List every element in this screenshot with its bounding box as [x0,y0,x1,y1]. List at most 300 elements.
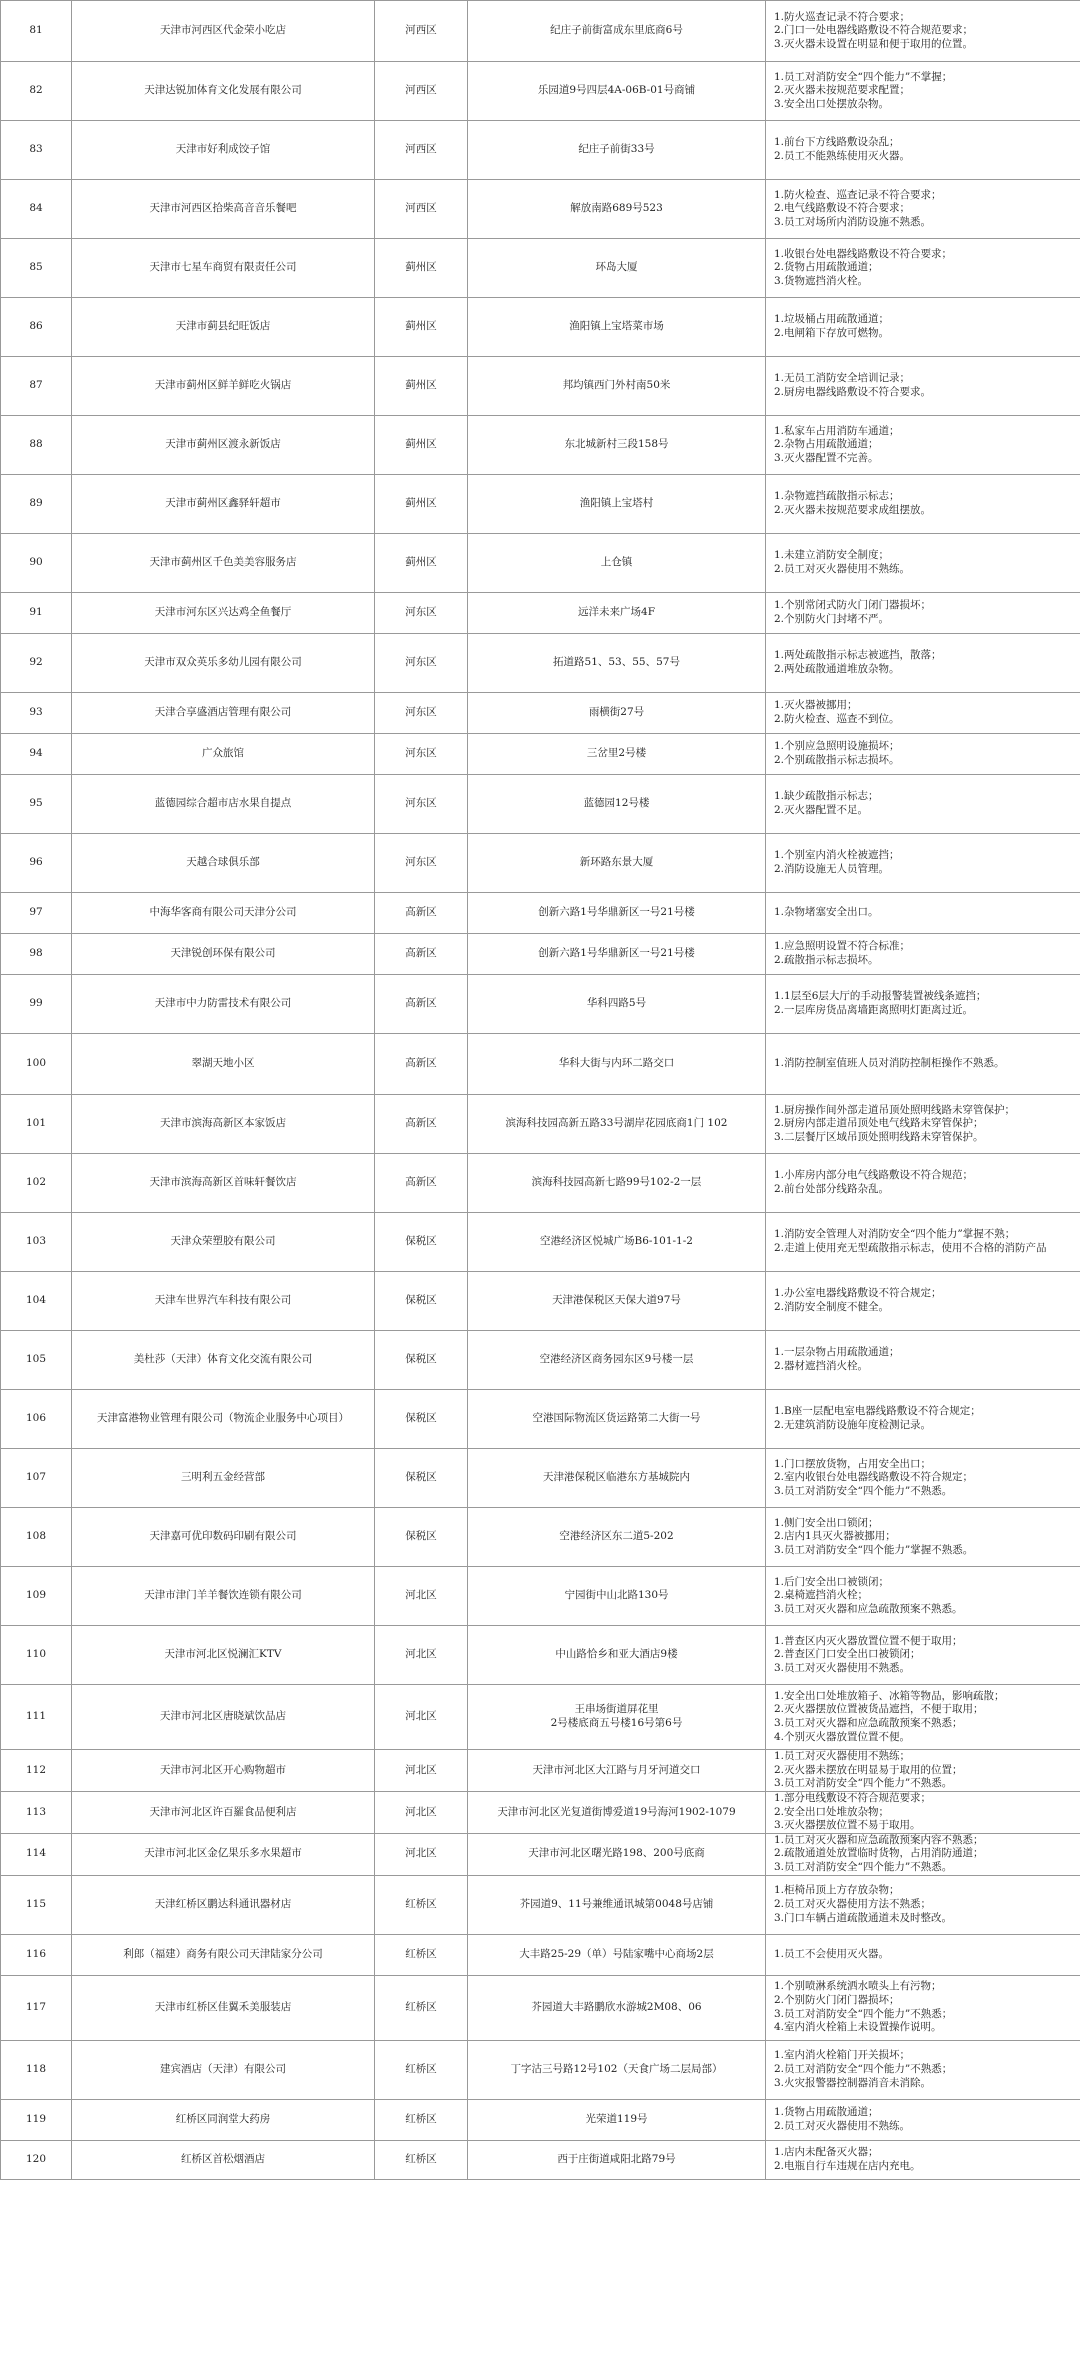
unit-name-cell: 天津众荣塑胶有限公司 [72,1213,375,1272]
address-line: 王串场街道屏花里 [574,1703,659,1716]
problem-item: 3.员工对灭火器和应急疏散预案不熟悉。 [774,1602,963,1615]
problems-cell [766,239,1080,298]
district-cell: 保税区 [375,1508,468,1567]
unit-name-cell: 天津市红桥区佳翼禾美服装店 [72,1975,375,2040]
table-row [1,121,1080,180]
address-cell: 新环路东景大厦 [468,834,766,893]
district-cell: 河北区 [375,1567,468,1626]
problem-item: 3.门口车辆占道疏散通道未及时整改。 [774,1911,953,1924]
table-row [1,1034,1080,1095]
problem-item: 2.消防安全制度不健全。 [774,1301,890,1313]
problems-cell [766,893,1080,934]
table-row [1,357,1080,416]
row-number-cell: 111 [1,1685,72,1750]
problem-item: 3.员工对灭火器和应急疏散预案不熟悉； [774,1717,963,1729]
district-cell: 蓟州区 [375,534,468,593]
table-row [1,1567,1080,1626]
problem-item: 1.收银台处电器线路敷设不符合要求； [774,247,953,260]
address-cell: 西于庄街道咸阳北路79号 [468,2140,766,2179]
problem-item: 2.员工对灭火器使用方法不熟悉； [774,1897,932,1910]
district-cell: 河东区 [375,734,468,775]
row-number-cell: 108 [1,1508,72,1567]
district-cell: 红桥区 [375,2140,468,2179]
table-row [1,634,1080,693]
row-number-cell: 115 [1,1875,72,1934]
problem-item: 3.员工对消防安全“四个能力”掌握不熟悉。 [774,1543,974,1556]
problems-cell [766,1626,1080,1685]
district-cell: 保税区 [375,1331,468,1390]
problems-cell [766,62,1080,121]
problems-cell [766,357,1080,416]
unit-name-cell: 天津市河北区金亿果乐多水果超市 [72,1833,375,1875]
problem-item: 2.店内1具灭火器被挪用； [774,1530,896,1543]
district-cell: 保税区 [375,1390,468,1449]
problems-cell [766,1034,1080,1095]
table-row [1,975,1080,1034]
problem-item: 2.杂物占用疏散通道； [774,438,879,451]
unit-name-cell: 天津市河北区许百羅食品便利店 [72,1791,375,1833]
address-cell: 大丰路25-29（单）号陆家嘴中心商场2层 [468,1934,766,1975]
unit-name-cell: 利郎（福建）商务有限公司天津陆家分公司 [72,1934,375,1975]
problems-cell [766,634,1080,693]
address-cell: 空港经济区东二道5-202 [468,1508,766,1567]
problem-item: 1.门口摆放货物，占用安全出口； [774,1457,932,1470]
problem-item: 2.普查区门口安全出口被锁闭； [774,1648,921,1661]
problem-item: 2.电闸箱下存放可燃物。 [774,327,890,339]
unit-name-cell: 天津市蓟州区渡永新饭店 [72,416,375,475]
unit-name-cell: 广众旅馆 [72,734,375,775]
row-number-cell: 103 [1,1213,72,1272]
unit-name-cell: 天津市中力防雷技术有限公司 [72,975,375,1034]
problems-cell [766,1685,1080,1750]
district-cell: 红桥区 [375,2099,468,2140]
unit-name-cell: 蓝德园综合超市店水果自提点 [72,775,375,834]
district-cell: 保税区 [375,1449,468,1508]
unit-name-cell: 天津市蓟州区鲜羊鲜吃火锅店 [72,357,375,416]
address-cell: 三岔里2号楼 [468,734,766,775]
table-row [1,1750,1080,1792]
unit-name-cell: 红桥区同润堂大药房 [72,2099,375,2140]
table-row [1,775,1080,834]
district-cell: 河东区 [375,693,468,734]
row-number-cell: 109 [1,1567,72,1626]
district-cell: 河北区 [375,1791,468,1833]
problem-item: 1.个别室内消火栓被遮挡； [774,849,900,862]
address-cell: 空港经济区悦城广场B6-101-1-2 [468,1213,766,1272]
unit-name-cell: 天津市蓟州区千色美美容服务店 [72,534,375,593]
district-cell: 高新区 [375,975,468,1034]
table-row [1,1213,1080,1272]
row-number-cell: 83 [1,121,72,180]
row-number-cell: 106 [1,1390,72,1449]
address-cell: 纪庄子前街33号 [468,121,766,180]
problem-item: 1.室内消火栓箱门开关损坏； [774,2049,911,2062]
problem-item: 1.垃圾桶占用疏散通道； [774,313,890,326]
problem-item: 1.未建立消防安全制度； [774,549,890,562]
problems-cell [766,975,1080,1034]
district-cell: 河东区 [375,775,468,834]
district-cell: 河西区 [375,121,468,180]
address-cell: 雨横街27号 [468,693,766,734]
row-number-cell: 104 [1,1272,72,1331]
table-row [1,893,1080,934]
district-cell: 河西区 [375,1,468,62]
row-number-cell: 91 [1,593,72,634]
unit-name-cell: 天津市滨海高新区本家饭店 [72,1095,375,1154]
address-cell: 上仓镇 [468,534,766,593]
unit-name-cell: 天津锐创环保有限公司 [72,934,375,975]
problem-item: 2.个别疏散指示标志损坏。 [774,754,900,766]
unit-name-cell: 天津市河北区唐晓斌饮品店 [72,1685,375,1750]
problem-item: 2.疏散通道处放置临时货物，占用消防通道； [774,1847,984,1860]
unit-name-cell: 中海华客商有限公司天津分公司 [72,893,375,934]
table-row [1,534,1080,593]
table-row [1,1095,1080,1154]
problem-item: 3.员工对消防安全“四个能力”不熟悉； [774,2007,953,2020]
problem-item: 1.员工不会使用灭火器。 [774,1947,890,1960]
row-number-cell: 118 [1,2040,72,2099]
problem-item: 3.员工对场所内消防设施不熟悉。 [774,215,932,228]
unit-name-cell: 天津市七星车商贸有限责任公司 [72,239,375,298]
unit-name-cell: 翠湖天地小区 [72,1034,375,1095]
problem-item: 2.走道上使用充无型疏散指示标志，使用不合格的消防产品 [774,1242,1047,1254]
table-row [1,239,1080,298]
table-row [1,2099,1080,2140]
problem-item: 1.两处疏散指示标志被遮挡，散落； [774,649,942,662]
problem-item: 2.防火检查、巡查不到位。 [774,713,900,725]
problem-item: 1.前台下方线路敷设杂乱； [774,136,900,149]
problem-item: 3.员工对灭火器使用不熟悉。 [774,1661,911,1674]
problems-cell [766,1833,1080,1875]
problem-item: 2.灭火器未摆放在明显易于取用的位置； [774,1763,963,1776]
unit-name-cell: 天津市好利成饺子馆 [72,121,375,180]
address-cell: 天津港保税区临港东方基城院内 [468,1449,766,1508]
district-cell: 蓟州区 [375,416,468,475]
problems-cell [766,734,1080,775]
district-cell: 保税区 [375,1213,468,1272]
row-number-cell: 92 [1,634,72,693]
address-cell [468,1685,766,1750]
problems-cell [766,1934,1080,1975]
table-row [1,1975,1080,2040]
address-cell: 天津市河北区曙光路198、200号底商 [468,1833,766,1875]
problem-item: 1.柜椅吊顶上方存放杂物； [774,1884,900,1897]
address-cell: 光荣道119号 [468,2099,766,2140]
problems-cell [766,475,1080,534]
table-row [1,1508,1080,1567]
address-cell: 宁园街中山北路130号 [468,1567,766,1626]
table-row [1,1272,1080,1331]
row-number-cell: 93 [1,693,72,734]
table-row [1,1331,1080,1390]
problems-cell [766,693,1080,734]
table-row [1,693,1080,734]
address-cell: 东北城新村三段158号 [468,416,766,475]
row-number-cell: 112 [1,1750,72,1792]
problems-cell [766,2140,1080,2179]
unit-name-cell: 天越合球俱乐部 [72,834,375,893]
problem-item: 3.员工对消防安全“四个能力”不熟悉。 [774,1861,953,1874]
problem-item: 3.安全出口处摆放杂物。 [774,97,890,110]
district-cell: 红桥区 [375,2040,468,2099]
problem-item: 1.员工对灭火器和应急疏散预案内容不熟悉； [774,1833,984,1846]
row-number-cell: 113 [1,1791,72,1833]
problem-item: 2.前台处部分线路杂乱。 [774,1183,890,1195]
row-number-cell: 98 [1,934,72,975]
problems-cell [766,1154,1080,1213]
district-cell: 高新区 [375,893,468,934]
unit-name-cell: 天津达锐加体育文化发展有限公司 [72,62,375,121]
problem-item: 3.员工对消防安全“四个能力”不熟悉。 [774,1777,953,1790]
table-row [1,593,1080,634]
problem-item: 1.侧门安全出口锁闭； [774,1516,879,1529]
problem-item: 3.灭火器未设置在明显和便于取用的位置。 [774,37,974,50]
problem-item: 3.货物遮挡消火栓。 [774,274,869,287]
address-cell: 滨海科技园高新七路99号102-2一层 [468,1154,766,1213]
table-row [1,1791,1080,1833]
problem-item: 2.桌椅遮挡消火栓； [774,1589,869,1602]
table-row [1,2140,1080,2179]
district-cell: 河北区 [375,1626,468,1685]
problems-cell [766,775,1080,834]
unit-name-cell: 天津市双众英乐多幼儿园有限公司 [72,634,375,693]
row-number-cell: 94 [1,734,72,775]
row-number-cell: 99 [1,975,72,1034]
problem-item: 3.二层餐厅区域吊顶处照明线路未穿管保护。 [774,1130,984,1143]
row-number-cell: 110 [1,1626,72,1685]
problem-item: 3.灭火器配置不完善。 [774,451,879,464]
address-cell: 创新六路1号华鼎新区一号21号楼 [468,934,766,975]
problems-cell [766,1095,1080,1154]
row-number-cell: 102 [1,1154,72,1213]
table-row [1,416,1080,475]
problems-cell [766,834,1080,893]
problems-cell [766,1875,1080,1934]
address-cell: 芥园道9、11号兼维通讯城第0048号店铺 [468,1875,766,1934]
address-cell: 天津港保税区天保大道97号 [468,1272,766,1331]
address-line: 2号楼底商五号楼16号第6号 [550,1717,683,1729]
problem-item: 2.个别防火门封堵不严。 [774,613,890,625]
address-cell: 天津市河北区大江路与月牙河道交口 [468,1750,766,1792]
problems-cell [766,1390,1080,1449]
problem-item: 2.灭火器未按规范要求配置； [774,84,911,97]
table-row [1,2040,1080,2099]
problem-item: 1.B座一层配电室电器线路敷设不符合规定； [774,1405,981,1418]
table-body [1,1,1080,2180]
row-number-cell: 82 [1,62,72,121]
problems-cell [766,416,1080,475]
problems-cell [766,1508,1080,1567]
problem-item: 2.安全出口处堆放杂物； [774,1805,890,1818]
table-row [1,1,1080,62]
problem-item: 1.部分电线敷设不符合规范要求； [774,1791,932,1804]
problems-cell [766,1791,1080,1833]
address-cell: 创新六路1号华鼎新区一号21号楼 [468,893,766,934]
problem-item: 3.火灾报警器控制器消音未消除。 [774,2076,932,2089]
row-number-cell: 87 [1,357,72,416]
table-row [1,834,1080,893]
problem-item: 1.杂物遮挡疏散指示标志； [774,490,900,503]
row-number-cell: 100 [1,1034,72,1095]
address-cell: 中山路恰乡和亚大酒店9楼 [468,1626,766,1685]
district-cell: 河东区 [375,634,468,693]
row-number-cell: 97 [1,893,72,934]
district-cell: 蓟州区 [375,357,468,416]
table-row [1,1449,1080,1508]
table-row [1,1875,1080,1934]
table-row [1,1390,1080,1449]
problem-item: 2.消防设施无人员管理。 [774,863,890,875]
unit-name-cell: 天津嘉可优印数码印刷有限公司 [72,1508,375,1567]
unit-name-cell: 天津红桥区鹏达科通讯器材店 [72,1875,375,1934]
row-number-cell: 84 [1,180,72,239]
address-cell: 乐园道9号四层4A-06B-01号商铺 [468,62,766,121]
problems-cell [766,534,1080,593]
problem-item: 2.一层库房货品离墙距离照明灯距离过近。 [774,1004,974,1016]
unit-name-cell: 三明利五金经营部 [72,1449,375,1508]
row-number-cell: 86 [1,298,72,357]
problem-item: 1.无员工消防安全培训记录； [774,372,911,385]
address-cell: 华科四路5号 [468,975,766,1034]
address-cell: 邦均镇西门外村南50米 [468,357,766,416]
district-cell: 河东区 [375,593,468,634]
problem-item: 2.无建筑消防设施年度检测记录。 [774,1419,932,1431]
address-cell: 滨海科技园高新五路33号湖岸花园底商1门 102 [468,1095,766,1154]
unit-name-cell: 天津市津门羊羊餐饮连锁有限公司 [72,1567,375,1626]
problem-item: 1.防火检查、巡查记录不符合要求； [774,188,942,201]
problem-item: 1.应急照明设置不符合标准； [774,940,911,953]
problem-item: 1.员工对消防安全“四个能力”不掌握； [774,70,953,83]
problem-item: 3.员工对消防安全“四个能力”不熟悉。 [774,1484,953,1497]
district-cell: 蓟州区 [375,239,468,298]
problem-item: 2.员工对灭火器使用不熟练。 [774,2119,911,2132]
unit-name-cell: 天津市河东区兴达鸡全鱼餐厅 [72,593,375,634]
problem-item: 2.电气线路敷设不符合要求； [774,202,911,215]
district-cell: 河西区 [375,180,468,239]
unit-name-cell: 天津市河西区代金荣小吃店 [72,1,375,62]
row-number-cell: 89 [1,475,72,534]
row-number-cell: 88 [1,416,72,475]
problems-cell [766,298,1080,357]
problem-item: 2.员工不能熟练使用灭火器。 [774,150,911,162]
problem-item: 1.消防控制室值班人员对消防控制柜操作不熟悉。 [774,1057,1005,1070]
problem-item: 2.灭火器配置不足。 [774,804,869,816]
address-cell: 渔阳镇上宝塔菜市场 [468,298,766,357]
address-cell: 蓝德园12号楼 [468,775,766,834]
table-row [1,934,1080,975]
table-row [1,1685,1080,1750]
district-cell: 红桥区 [375,1934,468,1975]
unit-name-cell: 天津合享盛酒店管理有限公司 [72,693,375,734]
problem-item: 1.员工对灭火器使用不熟练； [774,1750,911,1762]
address-cell: 拓道路51、53、55、57号 [468,634,766,693]
district-cell: 红桥区 [375,1875,468,1934]
problem-item: 1.缺少疏散指示标志； [774,790,879,803]
problems-cell [766,593,1080,634]
problem-item: 1.防火巡查记录不符合要求； [774,10,911,23]
unit-name-cell: 天津市蓟州区鑫驿轩超市 [72,475,375,534]
problems-cell [766,1750,1080,1792]
problem-item: 2.灭火器摆放位置被货品遮挡，不便于取用； [774,1703,984,1716]
problems-cell [766,2040,1080,2099]
problem-item: 4.室内消火栓箱上未设置操作说明。 [774,2021,942,2034]
problems-cell [766,121,1080,180]
problem-item: 1.个别应急照明设施损坏； [774,740,900,753]
row-number-cell: 105 [1,1331,72,1390]
address-cell: 解放南路689号523 [468,180,766,239]
district-cell: 蓟州区 [375,298,468,357]
table-row [1,1934,1080,1975]
problem-item: 2.灭火器未按规范要求成组摆放。 [774,504,932,516]
unit-name-cell: 天津市河北区开心购物超市 [72,1750,375,1792]
address-cell: 芥园道大丰路鹏欣水游城2M08、06 [468,1975,766,2040]
row-number-cell: 116 [1,1934,72,1975]
address-cell: 远洋未来广场4F [468,593,766,634]
problem-item: 1.灭火器被挪用； [774,699,858,712]
problem-item: 1.后门安全出口被锁闭； [774,1575,890,1588]
row-number-cell: 95 [1,775,72,834]
table-row [1,180,1080,239]
problems-cell [766,1,1080,62]
row-number-cell: 114 [1,1833,72,1875]
problems-cell [766,2099,1080,2140]
problems-cell [766,1272,1080,1331]
row-number-cell: 90 [1,534,72,593]
unit-name-cell: 建宾酒店（天津）有限公司 [72,2040,375,2099]
unit-name-cell: 红桥区首松烟酒店 [72,2140,375,2179]
address-cell: 空港经济区商务园东区9号楼一层 [468,1331,766,1390]
problems-cell [766,1449,1080,1508]
problems-cell [766,1567,1080,1626]
problem-item: 2.员工对消防安全“四个能力”不熟悉； [774,2062,953,2075]
district-cell: 蓟州区 [375,475,468,534]
problem-item: 1.货物占用疏散通道； [774,2106,879,2119]
problem-item: 4.个别灭火器放置位置不便。 [774,1730,911,1743]
problem-item: 2.电瓶自行车违规在店内充电。 [774,2159,921,2172]
unit-name-cell: 天津市河西区拾柴高音音乐餐吧 [72,180,375,239]
unit-name-cell: 美杜莎（天津）体育文化交流有限公司 [72,1331,375,1390]
problem-item: 2.员工对灭火器使用不熟练。 [774,563,911,575]
problem-item: 1.杂物堵塞安全出口。 [774,906,879,919]
unit-name-cell: 天津车世界汽车科技有限公司 [72,1272,375,1331]
district-cell: 高新区 [375,1095,468,1154]
problem-item: 1.厨房操作间外部走道吊顶处照明线路未穿管保护； [774,1103,1016,1116]
problems-cell [766,180,1080,239]
unit-name-cell: 天津富港物业管理有限公司（物流企业服务中心项目） [72,1390,375,1449]
address-cell: 纪庄子前街富成东里底商6号 [468,1,766,62]
district-cell: 河北区 [375,1685,468,1750]
row-number-cell: 81 [1,1,72,62]
problems-cell [766,1975,1080,2040]
table-row [1,1154,1080,1213]
problem-item: 1.小库房内部分电气线路敷设不符合规范； [774,1169,974,1182]
problems-cell [766,1331,1080,1390]
address-cell: 空港国际物流区货运路第二大街一号 [468,1390,766,1449]
table-row [1,475,1080,534]
problem-item: 1.办公室电器线路敷设不符合规定； [774,1287,942,1300]
district-cell: 河北区 [375,1750,468,1792]
problem-item: 1.店内未配备灭火器； [774,2146,879,2159]
problem-item: 1.个别常闭式防火门闭门器损坏； [774,599,932,612]
address-cell: 环岛大厦 [468,239,766,298]
district-cell: 高新区 [375,1034,468,1095]
problem-item: 1.一层杂物占用疏散通道； [774,1346,900,1359]
row-number-cell: 107 [1,1449,72,1508]
district-cell: 红桥区 [375,1975,468,2040]
address-cell: 渔阳镇上宝塔村 [468,475,766,534]
district-cell: 保税区 [375,1272,468,1331]
problem-item: 2.器材遮挡消火栓。 [774,1360,869,1372]
